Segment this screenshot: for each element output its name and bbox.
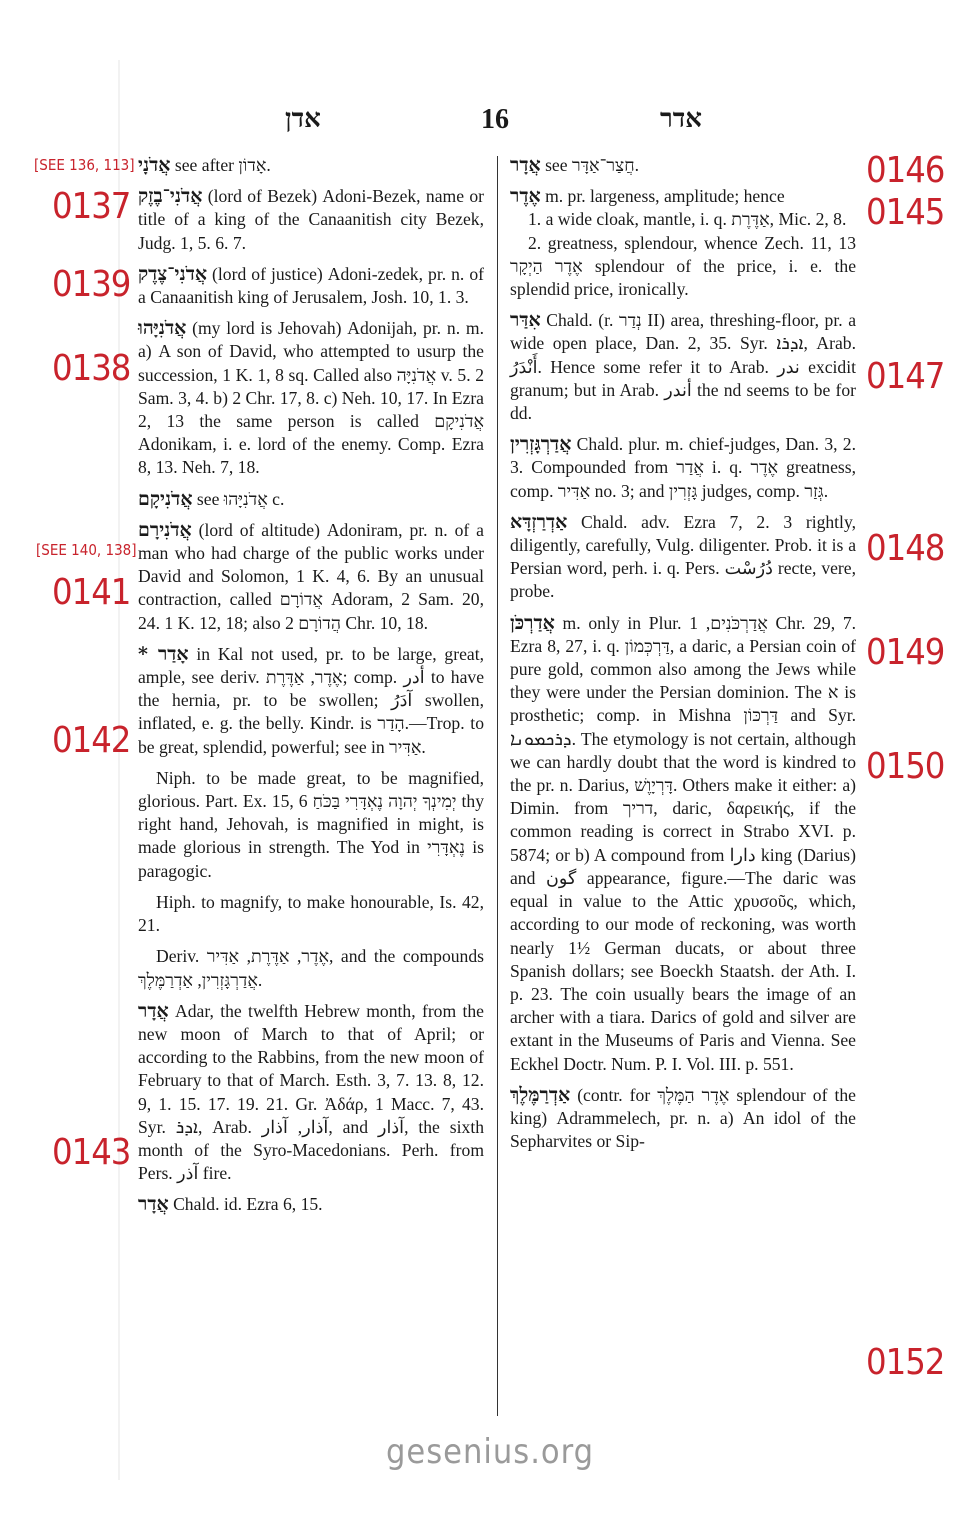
margin-number: 0147 bbox=[866, 356, 945, 397]
entry bbox=[138, 488, 484, 511]
entry bbox=[510, 185, 856, 208]
headword: אֲדֹנִיקָם bbox=[138, 487, 193, 510]
headword: אִדַּר bbox=[510, 309, 541, 332]
headword: אַדְרַזְדָּא bbox=[510, 510, 568, 533]
right-column bbox=[510, 154, 856, 1161]
entry bbox=[138, 185, 484, 255]
headword: אֲדֹנִי־צֶדֶק bbox=[138, 262, 208, 285]
entry bbox=[510, 433, 856, 503]
margin-number: 0152 bbox=[866, 1342, 945, 1383]
entry-text: Niph. to be made great, to be magnified, glorious. Part. Ex. 15, 6 יְמִינְךָ יְהוָה נֶאְדָּרִי בַּכֹּחַ thy right hand, Jehovah, is magnified in might, is made glorious in strength. The Yod in נֶאְדָּרִי is paragogic. bbox=[138, 767, 485, 881]
headword: אֲדָר bbox=[138, 1193, 169, 1216]
entry bbox=[138, 1000, 484, 1186]
entry bbox=[510, 1084, 856, 1154]
headword: אֲדָר bbox=[510, 154, 541, 176]
entry-text: (my lord is Jehovah) Adonijah, pr. n. m. a) A son of David, who attempted to usurp the succession, 1 K. 1, 8 sq. Called also אֲדֹנִיָּה v. 5. 2 Sam. 3, 4. b) 2 Chr. 17, 8. c) Neh. 10, 17. In Ezra 2, 13 the same person is called אֲדֹנִיקָם Adonikam, i. e. lord of the enemy. Comp. Ezra 8, 13. Neh. 7, 18. bbox=[138, 318, 484, 478]
entry bbox=[138, 154, 484, 177]
entry bbox=[510, 154, 856, 177]
headword: אֲדַרְגָּזְרִין bbox=[510, 433, 572, 456]
margin-number: 0145 bbox=[866, 192, 945, 233]
entry-subsection bbox=[138, 891, 484, 937]
entry-text: see חֲצַר־אַדָּר. bbox=[540, 155, 640, 175]
margin-number: 0150 bbox=[866, 746, 945, 787]
margin-number: 0143 bbox=[52, 1132, 131, 1173]
entry-subsection bbox=[138, 945, 484, 991]
entry bbox=[138, 317, 484, 479]
running-head-left: אדן bbox=[285, 104, 321, 133]
headword: אַדְרַמֶּלֶךְ bbox=[510, 1083, 571, 1106]
entry-text: Chald. id. Ezra 6, 15. bbox=[168, 1194, 323, 1215]
headword: אֲדֹנָי bbox=[138, 154, 171, 176]
entry bbox=[510, 612, 856, 1076]
entry-subsection bbox=[138, 767, 484, 883]
entry bbox=[138, 519, 484, 635]
margin-number: 0148 bbox=[866, 528, 945, 569]
headword: אֲדֹנִיָּהוּ bbox=[138, 317, 187, 340]
headword: אֲדֹנִירָם bbox=[138, 518, 192, 541]
entry-text: Chald. adv. Ezra 7, 2. 3 rightly, diligently, carefully, Vulg. diligenter. Prob. it is a Persian word, perh. i. q. Pers. دُرُسْت recte, vere, probe. bbox=[510, 511, 856, 602]
margin-number: 0146 bbox=[866, 150, 945, 191]
entry-text: Deriv. אֶדֶר, אַדֶּרֶת, אַדִּיר, and the compounds אֲדַרְגָּזְרִין, אַדְרַמֶּלֶךְ. bbox=[138, 946, 484, 990]
headword: אֶדֶר bbox=[510, 185, 541, 208]
entry-text: Adar, the twelfth Hebrew month, from the new moon of March to that of April; or according to the Rabbins, from the new moon of February to that of March. Esth. 3, 7. 13. 8, 12. 9, 1. 15. 17. 19. 21. Gr. Ἀδάρ, 1 Macc. 7, 43. Syr. ܐܕܪ, Arab. آذار, آذار, and آذار, the sixth month of the Syro-Macedonians. Perh. from Pers. آذر fire. bbox=[138, 1000, 484, 1184]
left-column bbox=[138, 154, 484, 1225]
margin-number: 0137 bbox=[52, 186, 131, 227]
margin-number: 0149 bbox=[866, 632, 945, 673]
entry-subsection bbox=[510, 232, 856, 302]
entry-text: (contr. for אֶדֶר הַמֶּלֶךְ splendour of the king) Adrammelech, pr. n. a) An idol of the Sepharvites or Sip- bbox=[510, 1084, 856, 1152]
entry-text: 1. a wide cloak, mantle, i. q. אַדֶּרֶת, Mic. 2, 8. bbox=[528, 209, 847, 230]
headword: * אָדַר bbox=[138, 642, 189, 665]
running-head-right: אדר bbox=[660, 104, 702, 133]
margin-number: 0139 bbox=[52, 264, 131, 305]
margin-number: 0141 bbox=[52, 572, 131, 613]
page-number: 16 bbox=[481, 104, 509, 135]
entry-text: (lord of altitude) Adoniram, pr. n. of a man who had charge of the public works under David and Solomon, 1 K. 4, 6. By an unusual contraction, called אֲדוֹרָם Adoram, 2 Sam. 20, 24. 1 K. 12, 18; also הֲדוֹרָם 2 Chr. 10, 18. bbox=[138, 519, 484, 633]
entry-text: see אֲדֹנִיָּהוּ c. bbox=[192, 488, 285, 509]
entry bbox=[138, 263, 484, 309]
margin-see-ref: [SEE 136, 113] bbox=[34, 156, 135, 174]
entry-text: Chald. plur. m. chief-judges, Dan. 3, 2. 3. Compounded from אֲדַר i. q. אֶדֶר greatness, comp. אַדִּיר no. 3; and גָּזְרִין judges, comp. גְּזַר. bbox=[510, 434, 856, 501]
entry-text: m. only in Plur. אֲדַרְכֹּנִים, 1 Chr. 29, 7. Ezra 8, 27, i. q. דַּרְכְּמוֹן, a daric, a Persian coin of pure gold, common also among the Jews while they were under the Persian dominion. The א is prosthetic; comp. in Mishna דַּרְכּוֹן and Syr. ܕܪܟܡܘܢܐ. The etymology is not certain, although we can hardly doubt that the word is kindred to the pr. n. Darius, דָּרְיָוֶשׁ. Others make it either: a) Dimin. from דריך, daric, δαρεικής, if the common reading is correct in Strabo XVI. p. 5874; or b) A compound from دارا king (Darius) and گون appearance, figure.—The daric was equal in value to the Attic χρυσοῦς, which, according to our mode of reckoning, was worth nearly 1½ German ducats, or about three Spanish dollars; see Boeckh Staatsh. der Ath. I. p. 23. The coin usually bears the image of an archer with a tiara. Darics of gold and silver are extant in the Museums of Paris and Vienna. See Eckhel Doctr. Num. P. I. Vol. III. p. 551. bbox=[510, 612, 857, 1074]
entry-text: Chald. (r. נְדַר II) area, threshing-floor, pr. a wide open place, Dan. 2, 35. Syr. ܐܕܪܐ, Arab. أَنْدَرُ. Hence some refer it to Arab. ندر excidit granum; but in Arab. أندر the nd seems to be for dd. bbox=[510, 310, 856, 424]
entry-text: (lord of Bezek) Adoni-Bezek, name or title of a king of the Canaanitish city Bezek, Judg. 1, 5. 6. 7. bbox=[138, 186, 484, 253]
entry bbox=[510, 511, 856, 604]
entry-text: Hiph. to magnify, to make honourable, Is. 42, 21. bbox=[138, 891, 484, 936]
headword: אֲדֹנִי־בֶזֶק bbox=[138, 185, 203, 208]
entry bbox=[138, 643, 484, 759]
margin-number: 0138 bbox=[52, 348, 131, 389]
entry bbox=[138, 1193, 484, 1216]
column-divider bbox=[497, 156, 498, 1416]
entry-text: in Kal not used, pr. to be large, great, ample, see deriv. אֶדֶר, אַדֶּרֶת; comp. أدر to have the hernia, pr. to be swollen; آدَرُ swollen, inflated, e. g. the belly. Kindr. is הָדַר.—Trop. to be great, splendid, powerful; see in אַדִּיר. bbox=[138, 643, 485, 757]
headword: אֲדַרְכֹּן bbox=[510, 611, 555, 634]
entry-text: (lord of justice) Adoni-zedek, pr. n. of a Canaanitish king of Jerusalem, Josh. 10, 1. 3. bbox=[138, 263, 484, 308]
margin-see-ref: [SEE 140, 138] bbox=[36, 541, 137, 559]
site-watermark: gesenius.org bbox=[385, 1432, 595, 1472]
margin-number: 0142 bbox=[52, 720, 131, 761]
entry-text: see after אָדוֹן. bbox=[170, 155, 271, 175]
entry-text: 2. greatness, splendour, whence Zech. 11, 13 אֶדֶר הַיְקָר splendour of the price, i. e. the splendid price, ironically. bbox=[510, 232, 856, 300]
entry-subsection bbox=[510, 208, 856, 231]
entry-text: m. pr. largeness, amplitude; hence bbox=[540, 186, 785, 207]
entry bbox=[510, 309, 856, 425]
headword: אֲדָר bbox=[138, 999, 169, 1022]
